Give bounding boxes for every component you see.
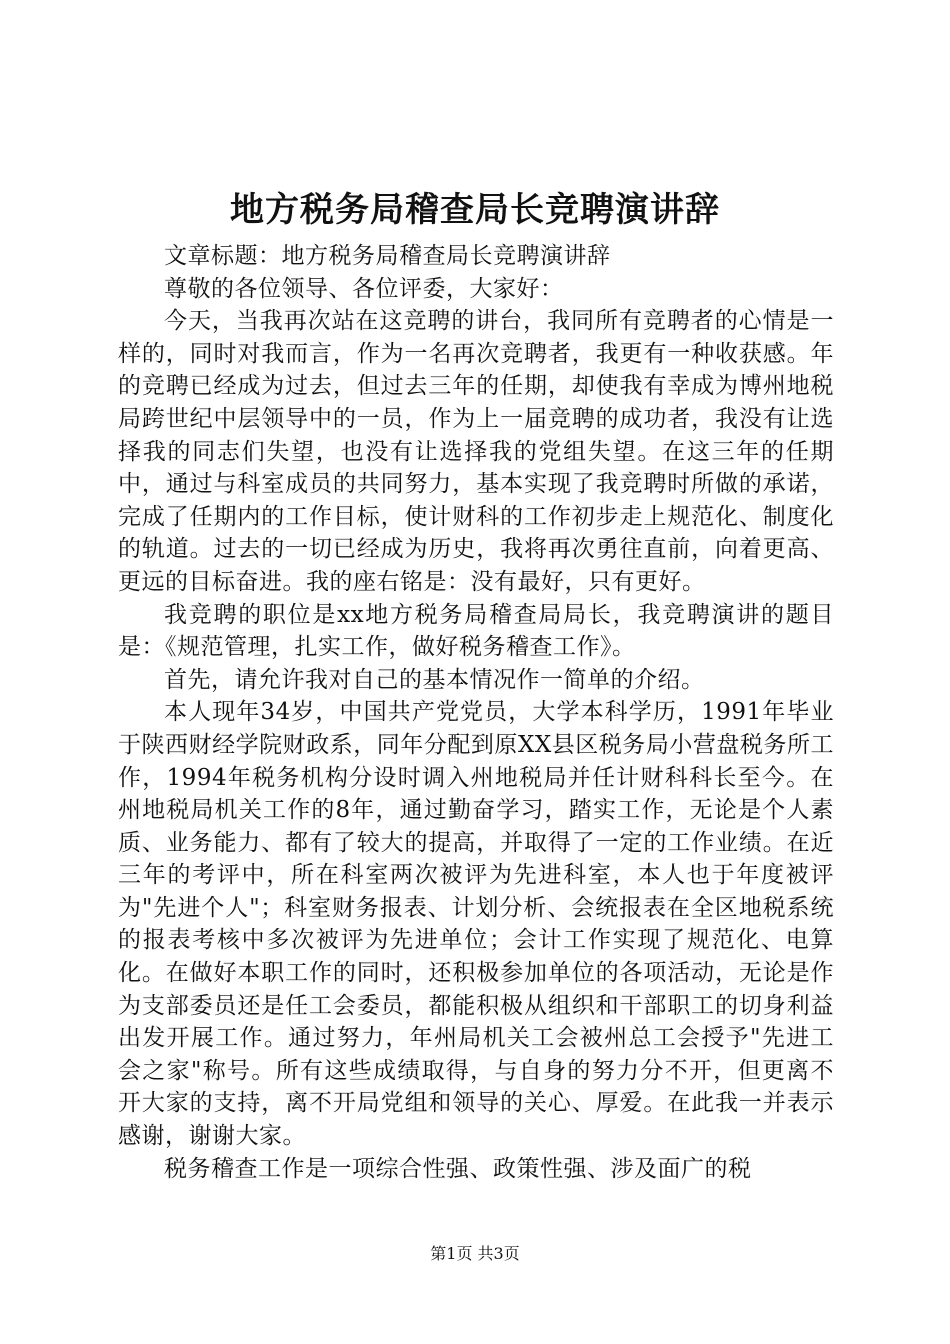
paragraph-background: 本人现年34岁，中国共产党党员，大学本科学历，1991年毕业于陕西财经学院财政系，同年分配到原XX县区税务局小营盘税务所工作，1994年税务机构分设时调入州地税局并任计财科科长至今。在州地税局机关工作的8年，通过勤奋学习，踏实工作，无论是个人素质、业务能力、都有了较大的提高，并取得了一定的工作业绩。在近三年的考评中，所在科室两次被评为先进科室，本人也于年度被评为"先进个人"；科室财务报表、计划分析、会统报表在全区地税系统的报表考核中多次被评为先进单位；会计工作实现了规范化、电算化。在做好本职工作的同时，还积极参加单位的各项活动，无论是作为支部委员还是任工会委员，都能积极从组织和干部职工的切身利益出发开展工作。通过努力，年州局机关工会被州总工会授予"先进工会之家"称号。所有这些成绩取得，与自身的努力分不开，但更离不开大家的支持，离不开局党组和领导的关心、厚爱。在此我一并表示感谢，谢谢大家。 xyxy=(118,699,834,1150)
document-body xyxy=(118,240,834,1185)
paragraph-continued: 税务稽查工作是一项综合性强、政策性强、涉及面广的税 xyxy=(164,1155,752,1182)
paragraph-article-title: 文章标题：地方税务局稽查局长竞聘演讲辞 xyxy=(164,243,611,269)
document-title: 地方税务局稽查局长竞聘演讲辞 xyxy=(230,190,720,230)
paragraph-greeting: 尊敬的各位领导、各位评委，大家好： xyxy=(164,275,564,302)
paragraph-position: 我竞聘的职位是xx地方税务局稽查局局长，我竞聘演讲的题目是：《规范管理，扎实工作，做好税务稽查工作》。 xyxy=(118,601,834,661)
paragraph-opening: 今天，当我再次站在这竞聘的讲台，我同所有竞聘者的心情是一样的，同时对我而言，作为一名再次竞聘者，我更有一种收获感。年的竞聘已经成为过去，但过去三年的任期，却使我有幸成为博州地税局跨世纪中层领导中的一员，作为上一届竞聘的成功者，我没有让选择我的同志们失望，也没有让选择我的党组失望。在这三年的任期中，通过与科室成员的共同努力，基本实现了我竞聘时所做的承诺，完成了任期内的工作目标，使计财科的工作初步走上规范化、制度化的轨道。过去的一切已经成为历史，我将再次勇往直前，向着更高、更远的目标奋进。我的座右铭是：没有最好，只有更好。 xyxy=(118,308,834,595)
paragraph-intro: 首先，请允许我对自己的基本情况作一简单的介绍。 xyxy=(164,666,705,693)
page-footer: 第1页 共3页 xyxy=(430,1244,520,1263)
